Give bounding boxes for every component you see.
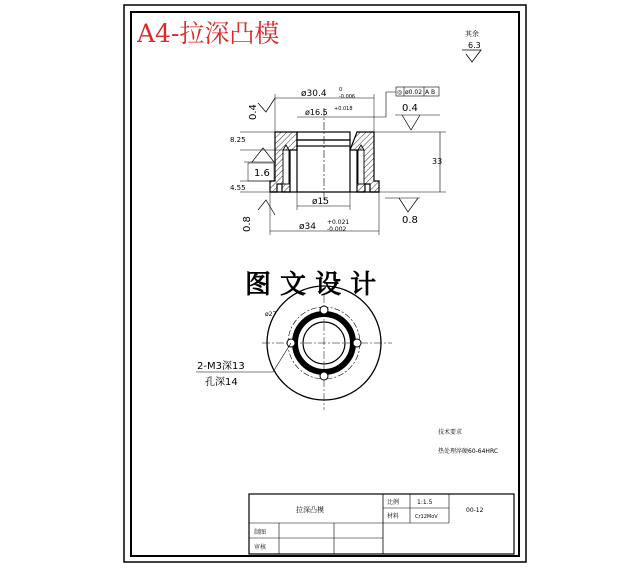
- dim-bore: [297, 192, 350, 210]
- tb-drawn-label: 制图: [254, 529, 267, 536]
- dim-bore-value: ø15: [312, 197, 329, 207]
- rough-bottom-right-value: 0.8: [402, 215, 418, 226]
- plan-hole-note-2: 孔深14: [205, 377, 238, 388]
- dim-outer-bottom-tol-bottom: -0.002: [327, 226, 347, 233]
- roughness-top-left: [248, 98, 275, 120]
- dim-outer-top-value: ø30.4: [301, 89, 327, 99]
- drawing-title: A4-拉深凸模: [137, 19, 280, 48]
- rough-bottom-left-value: 0.8: [242, 216, 253, 232]
- geo-tol-symbol: ◎: [397, 89, 403, 96]
- roughness-other-value: 6.3: [468, 41, 481, 50]
- title-block: [249, 494, 514, 554]
- notes-line-1: 热处理淬硬60-64HRC: [438, 448, 499, 455]
- notes-heading: 技术要求: [438, 429, 463, 436]
- dim-inner-value: ø16.5: [305, 108, 328, 117]
- rough-mid-left-value: 1.6: [254, 168, 270, 179]
- geo-tol-value: ø0.02: [405, 89, 423, 96]
- dim-inner-tol: +0.018: [334, 106, 353, 112]
- tb-drawing-no: 00-12: [466, 507, 484, 514]
- dim-outer-top-tol-top: 0: [339, 87, 343, 93]
- plan-hole-top: [320, 306, 328, 314]
- dim-left-height-1: 8.25: [230, 136, 246, 144]
- dim-left-height-2: 4.55: [230, 184, 246, 192]
- tb-material-label: 材料: [387, 513, 400, 520]
- threaded-hole-left: [283, 150, 289, 184]
- roughness-other-symbol: [462, 50, 481, 62]
- geo-tol-datum: A B: [425, 89, 436, 96]
- plan-hole-right: [353, 339, 361, 347]
- section-view: [270, 108, 379, 205]
- tb-checked-label: 审核: [254, 544, 267, 551]
- watermark-text: 图 文 设 计: [245, 270, 377, 300]
- dim-inner: [297, 106, 353, 117]
- dim-outer-top-tol: -0.006: [339, 94, 356, 100]
- tb-material-value: Cr12MoV: [415, 514, 438, 520]
- tb-scale-value: 1:1.5: [417, 499, 433, 506]
- roughness-other-label: 其余: [465, 30, 479, 38]
- rough-top-left-value: 0.4: [248, 104, 259, 120]
- plan-view: [196, 286, 392, 410]
- dim-right-height: [374, 132, 446, 192]
- plan-hole-bottom: [320, 372, 328, 380]
- roughness-mid-left: [244, 148, 276, 181]
- top-recess: [297, 132, 350, 140]
- plan-pitch-label: ø27: [265, 311, 277, 318]
- dim-right-height-value: 33: [432, 157, 443, 166]
- rough-top-right-value: 0.4: [402, 103, 418, 114]
- tb-scale-label: 比例: [387, 499, 400, 506]
- roughness-other: [462, 29, 481, 62]
- dim-outer-bottom-value: ø34: [299, 222, 316, 232]
- tb-part-name: 拉深凸模: [296, 506, 324, 514]
- right-wall-section: [350, 132, 379, 192]
- roughness-bottom-right: [385, 198, 420, 226]
- plan-hole-note-1: 2-M3深13: [197, 361, 245, 372]
- threaded-hole-right: [358, 150, 364, 184]
- recess-step: [297, 140, 350, 146]
- geo-tolerance-frame: [350, 87, 439, 117]
- roughness-top-right: [395, 103, 440, 130]
- dim-outer-bottom-tol-top: +0.021: [327, 219, 350, 226]
